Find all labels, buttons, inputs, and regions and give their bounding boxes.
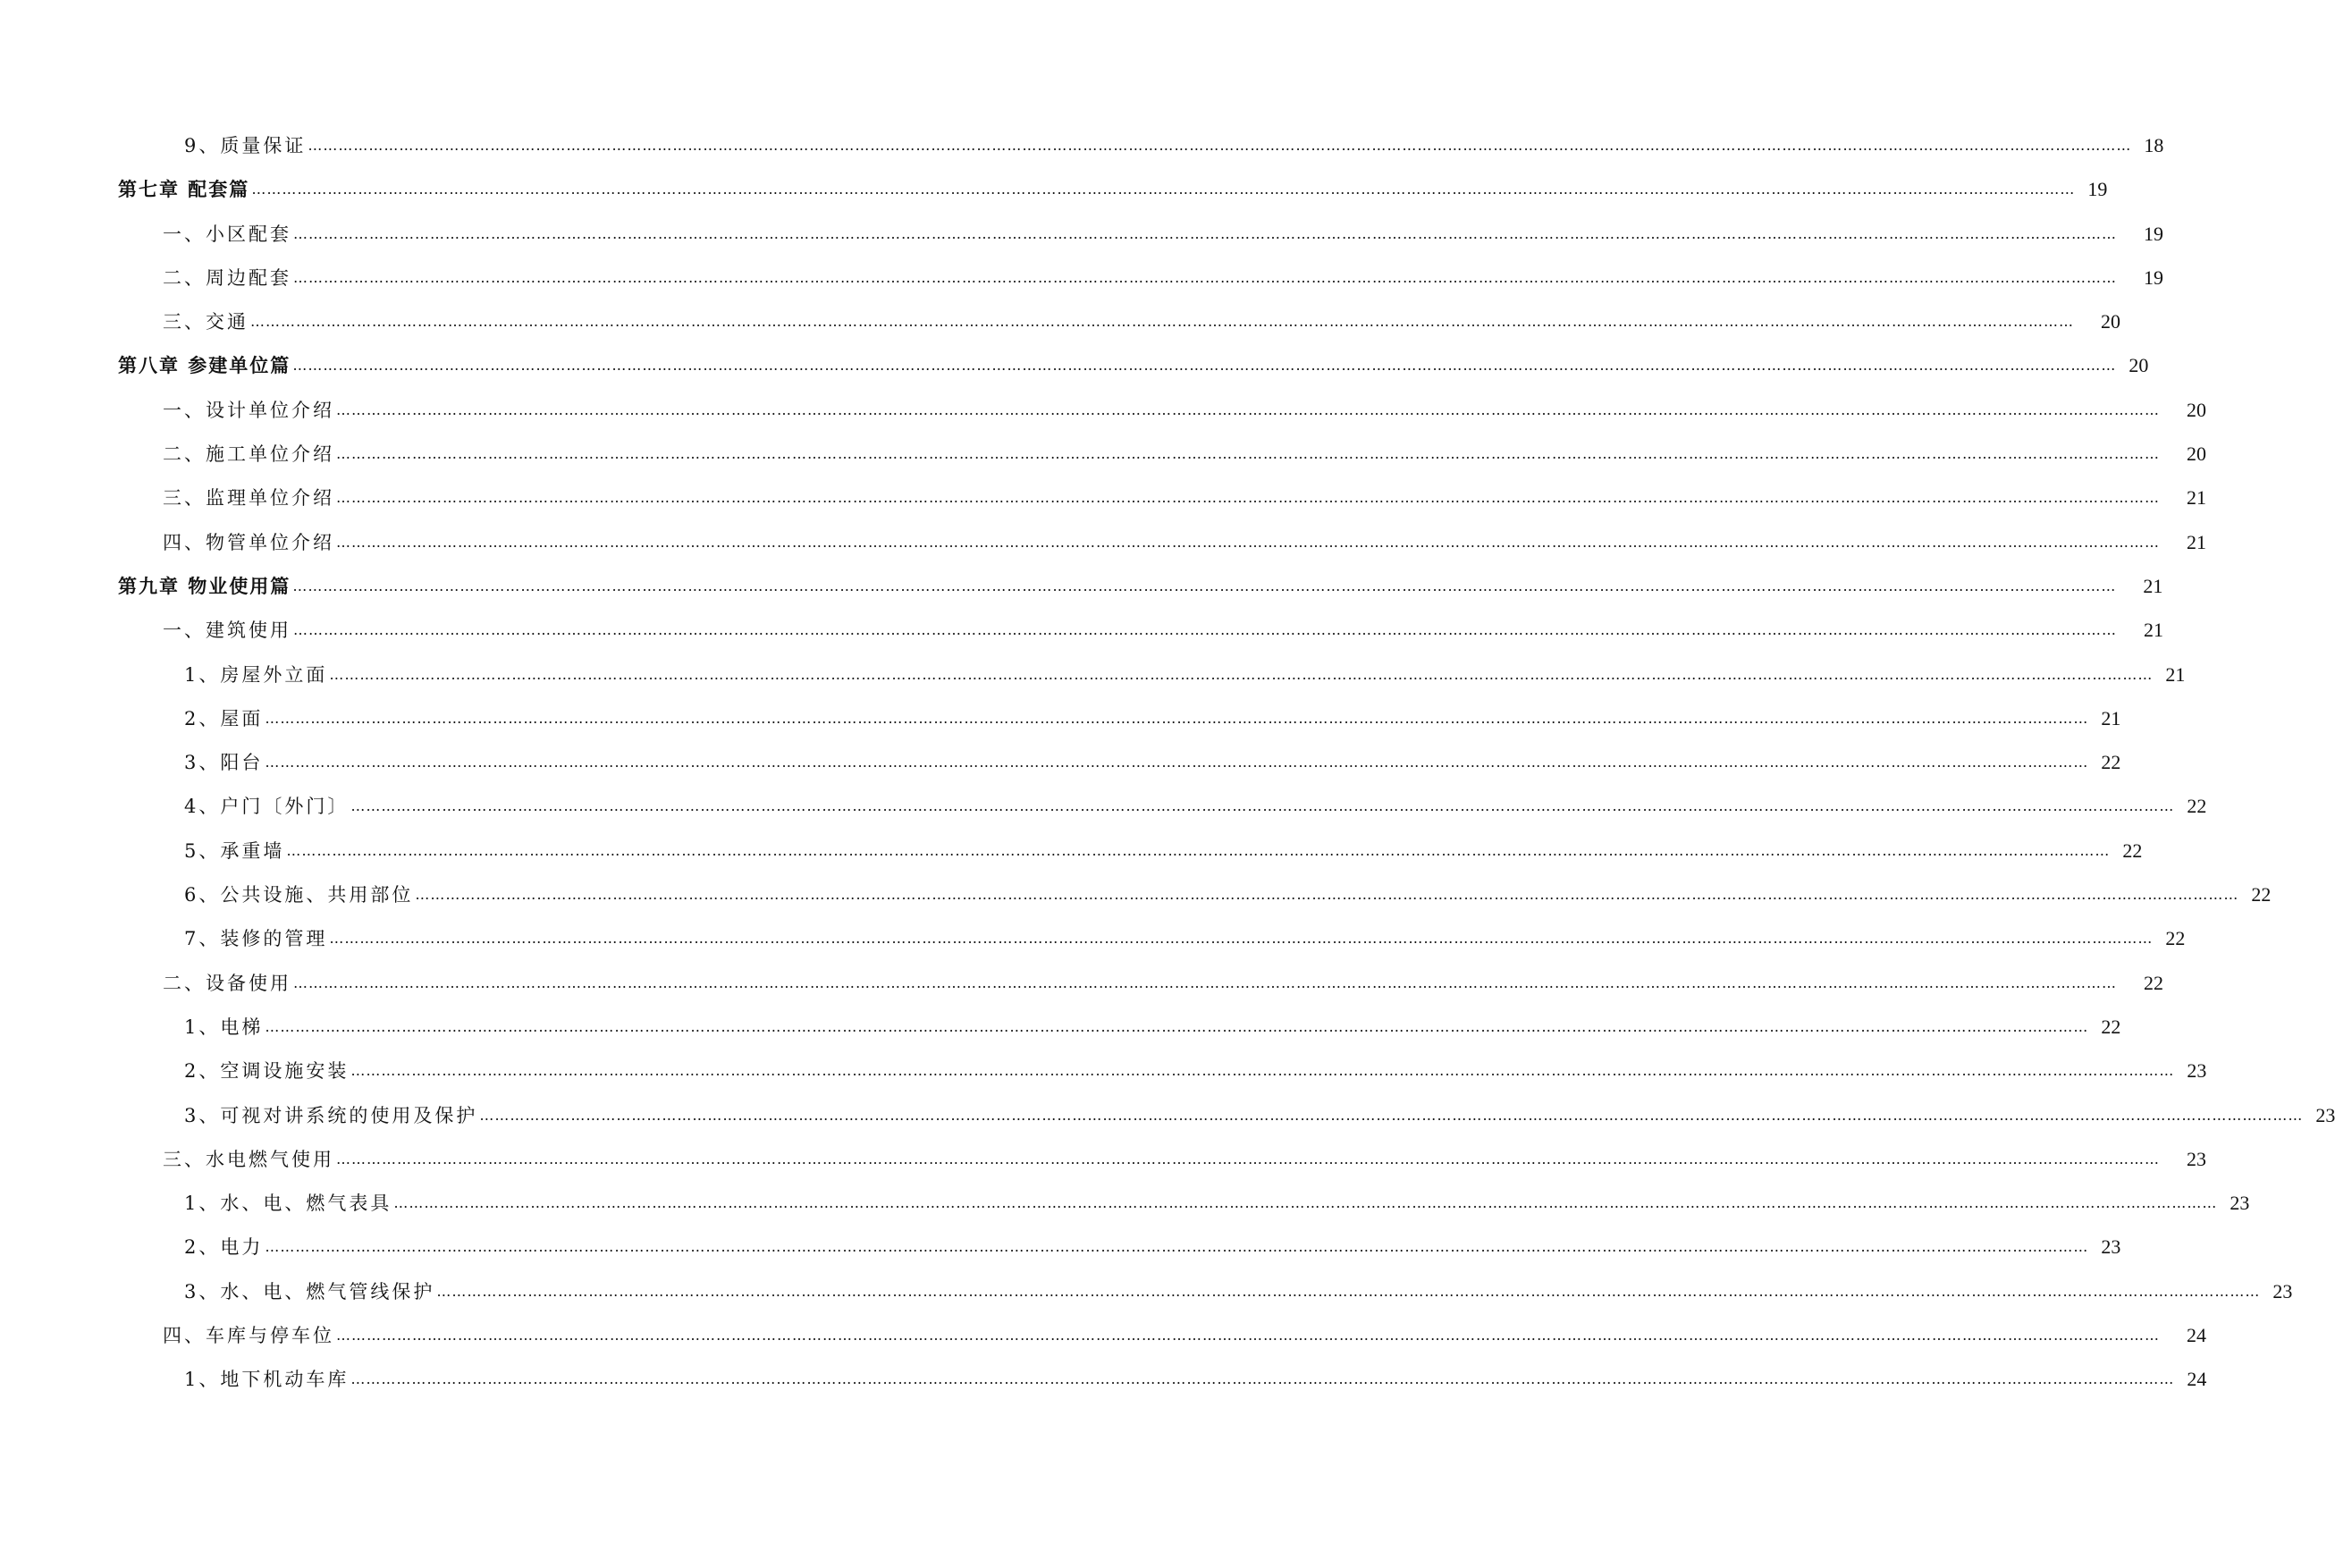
toc-entry[interactable]: [0, 398, 2206, 443]
toc-entry[interactable]: [0, 1147, 2206, 1193]
dot-leader: ………………………………………………………………………………………………………………………………………………………………………………………………………………………………………………………………………………………………………………………………: [350, 1062, 2175, 1080]
toc-entry-title: 四、车库与停车位: [163, 1325, 334, 1347]
toc-entry-title: 6、公共设施、共用部位: [184, 884, 414, 906]
dot-leader: ………………………………………………………………………………………………………………………………………………………………………………………………………………………………………………………………………………………………………………………………: [329, 930, 2154, 948]
toc-entry-title: 3、可视对讲系统的使用及保护: [184, 1104, 478, 1126]
dot-leader: ………………………………………………………………………………………………………………………………………………………………………………………………………………………………………………………………………………………………………………………………: [393, 1194, 2218, 1212]
toc-page-number: 19: [2087, 178, 2108, 201]
toc-page-number: 22: [2144, 971, 2163, 994]
dot-leader: ………………………………………………………………………………………………………………………………………………………………………………………………………………………………………………………………………………………………………………………………: [286, 841, 2111, 859]
dot-leader: ………………………………………………………………………………………………………………………………………………………………………………………………………………………………………………………………………………………………………………………………: [308, 137, 2132, 154]
toc-page-number: 21: [2144, 619, 2163, 642]
toc-entry-title: 1、电梯: [184, 1016, 264, 1038]
toc-page-number: 19: [2144, 222, 2163, 245]
toc-entry-title: 二、周边配套: [163, 266, 291, 289]
toc-entry-title: 4、户门〔外门〕: [184, 796, 350, 818]
toc-entry-title: 3、阳台: [184, 752, 264, 774]
toc-entry[interactable]: [0, 1235, 2121, 1280]
toc-page-number: 22: [2187, 795, 2207, 818]
dot-leader: ………………………………………………………………………………………………………………………………………………………………………………………………………………………………………………………………………………………………………………………………: [292, 357, 2117, 375]
toc-page-number: 20: [2187, 398, 2206, 421]
toc-entry[interactable]: [0, 1103, 2335, 1149]
toc-entry-title: 2、空调设施安装: [184, 1060, 350, 1083]
toc-entry-title: 一、建筑使用: [163, 620, 291, 642]
toc-entry[interactable]: [0, 266, 2163, 311]
dot-leader: ………………………………………………………………………………………………………………………………………………………………………………………………………………………………………………………………………………………………………………………………: [350, 797, 2175, 815]
dot-leader: ………………………………………………………………………………………………………………………………………………………………………………………………………………………………………………………………………………………………………………………………: [293, 621, 2117, 639]
toc-entry-title: 三、交通: [163, 311, 249, 333]
dot-leader: ………………………………………………………………………………………………………………………………………………………………………………………………………………………………………………………………………………………………………………………………: [293, 224, 2117, 242]
toc-entry[interactable]: [0, 883, 2272, 928]
toc-page-number: 21: [2187, 486, 2206, 510]
dot-leader: ………………………………………………………………………………………………………………………………………………………………………………………………………………………………………………………………………………………………………………………………: [265, 754, 2089, 771]
toc-entry-title: 1、水、电、燃气表具: [184, 1193, 392, 1215]
toc-page-number: 21: [2101, 706, 2121, 729]
toc-page-number: 24: [2187, 1368, 2207, 1391]
toc-page-number: 23: [2230, 1192, 2250, 1215]
toc-entry-title: 四、物管单位介绍: [163, 531, 334, 553]
dot-leader: ………………………………………………………………………………………………………………………………………………………………………………………………………………………………………………………………………………………………………………………………: [251, 181, 2076, 198]
toc-page-number: 22: [2101, 1015, 2121, 1038]
toc-page-number: 21: [2143, 574, 2163, 597]
dot-leader: ………………………………………………………………………………………………………………………………………………………………………………………………………………………………………………………………………………………………………………………………: [329, 665, 2154, 683]
toc-entry[interactable]: [0, 1324, 2206, 1369]
toc-page-number: 24: [2187, 1324, 2206, 1347]
toc-entry-title: 三、水电燃气使用: [163, 1148, 334, 1170]
toc-chapter-entry[interactable]: [0, 178, 2108, 223]
toc-entry[interactable]: [0, 795, 2207, 839]
toc-entry-title: 9、质量保证: [184, 135, 307, 156]
toc-entry[interactable]: [0, 1015, 2121, 1060]
toc-entry-title: 第七章 配套篇: [118, 178, 250, 201]
toc-entry-title: 7、装修的管理: [184, 928, 328, 950]
dot-leader: ………………………………………………………………………………………………………………………………………………………………………………………………………………………………………………………………………………………………………………………………: [436, 1282, 2261, 1300]
dot-leader: ………………………………………………………………………………………………………………………………………………………………………………………………………………………………………………………………………………………………………………………………: [415, 886, 2239, 904]
toc-entry[interactable]: [0, 971, 2163, 1016]
toc-entry[interactable]: [0, 706, 2121, 752]
toc-entry[interactable]: [0, 619, 2163, 663]
toc-entry[interactable]: [0, 1192, 2250, 1236]
toc-entry-title: 一、设计单位介绍: [163, 399, 334, 421]
toc-page-number: 23: [2187, 1059, 2207, 1083]
toc-page-number: 22: [2101, 751, 2121, 774]
toc-page-number: 23: [2315, 1103, 2335, 1126]
toc-entry[interactable]: [0, 662, 2186, 708]
toc-page-number: 23: [2272, 1279, 2293, 1302]
toc-entry-title: 第九章 物业使用篇: [118, 574, 291, 597]
toc-page-number: 23: [2101, 1235, 2121, 1259]
dot-leader: ………………………………………………………………………………………………………………………………………………………………………………………………………………………………………………………………………………………………………………………………: [336, 400, 2160, 418]
toc-page-number: 18: [2144, 134, 2164, 156]
toc-page-number: 23: [2187, 1147, 2206, 1170]
toc-entry-title: 二、设备使用: [163, 972, 291, 994]
toc-entry[interactable]: [0, 310, 2120, 355]
dot-leader: ………………………………………………………………………………………………………………………………………………………………………………………………………………………………………………………………………………………………………………………………: [336, 1150, 2160, 1168]
toc-entry-title: 二、施工单位介绍: [163, 443, 334, 466]
toc-entry[interactable]: [0, 486, 2206, 531]
dot-leader: ………………………………………………………………………………………………………………………………………………………………………………………………………………………………………………………………………………………………………………………………: [350, 1370, 2175, 1388]
toc-entry-title: 1、房屋外立面: [184, 663, 328, 686]
toc-entry-title: 2、电力: [184, 1236, 264, 1259]
toc-entry-title: 2、屋面: [184, 707, 264, 729]
toc-page-number: 22: [2165, 927, 2186, 950]
dot-leader: ………………………………………………………………………………………………………………………………………………………………………………………………………………………………………………………………………………………………………………………………: [265, 1017, 2089, 1035]
toc-entry-title: 三、监理单位介绍: [163, 487, 334, 510]
toc-entry[interactable]: [0, 839, 2143, 884]
dot-leader: ………………………………………………………………………………………………………………………………………………………………………………………………………………………………………………………………………………………………………………………………: [336, 445, 2160, 463]
toc-entry[interactable]: [0, 1279, 2293, 1325]
toc-entry[interactable]: [0, 222, 2163, 267]
dot-leader: ………………………………………………………………………………………………………………………………………………………………………………………………………………………………………………………………………………………………………………………………: [265, 1238, 2089, 1256]
dot-leader: ………………………………………………………………………………………………………………………………………………………………………………………………………………………………………………………………………………………………………………………………: [336, 489, 2160, 507]
toc-entry[interactable]: [0, 1368, 2207, 1412]
dot-leader: ………………………………………………………………………………………………………………………………………………………………………………………………………………………………………………………………………………………………………………………………: [336, 533, 2160, 551]
dot-leader: ………………………………………………………………………………………………………………………………………………………………………………………………………………………………………………………………………………………………………………………………: [250, 313, 2074, 331]
toc-entry-title: 5、承重墙: [184, 839, 285, 862]
toc-entry[interactable]: [0, 134, 2164, 179]
toc-entry[interactable]: [0, 927, 2186, 972]
toc-page-number: 20: [2187, 443, 2206, 466]
toc-entry[interactable]: [0, 1059, 2207, 1104]
dot-leader: ………………………………………………………………………………………………………………………………………………………………………………………………………………………………………………………………………………………………………………………………: [265, 709, 2089, 727]
dot-leader: ………………………………………………………………………………………………………………………………………………………………………………………………………………………………………………………………………………………………………………………………: [293, 974, 2117, 991]
dot-leader: ………………………………………………………………………………………………………………………………………………………………………………………………………………………………………………………………………………………………………………………………: [293, 268, 2117, 286]
toc-entry[interactable]: [0, 530, 2206, 576]
toc-entry-title: 第八章 参建单位篇: [118, 354, 291, 377]
toc-page-number: 22: [2251, 883, 2272, 906]
toc-entry-title: 3、水、电、燃气管线保护: [184, 1280, 435, 1302]
toc-chapter-entry[interactable]: [0, 574, 2163, 620]
toc-entry[interactable]: [0, 751, 2121, 796]
toc-entry-title: 一、小区配套: [163, 223, 291, 245]
toc-entry[interactable]: [0, 443, 2206, 487]
toc-chapter-entry[interactable]: [0, 354, 2149, 399]
dot-leader: ………………………………………………………………………………………………………………………………………………………………………………………………………………………………………………………………………………………………………………………………: [479, 1106, 2304, 1124]
toc-page-number: 21: [2165, 662, 2186, 686]
toc-page-number: 22: [2122, 839, 2143, 862]
dot-leader: ………………………………………………………………………………………………………………………………………………………………………………………………………………………………………………………………………………………………………………………………: [292, 577, 2117, 594]
toc-page-number: 20: [2128, 354, 2149, 377]
dot-leader: ………………………………………………………………………………………………………………………………………………………………………………………………………………………………………………………………………………………………………………………………: [336, 1327, 2160, 1345]
toc-page-number: 19: [2144, 266, 2163, 289]
toc-page-number: 21: [2187, 530, 2206, 553]
toc-page-number: 20: [2101, 310, 2120, 333]
toc-entry-title: 1、地下机动车库: [184, 1369, 350, 1391]
table-of-contents: [0, 134, 2335, 1413]
